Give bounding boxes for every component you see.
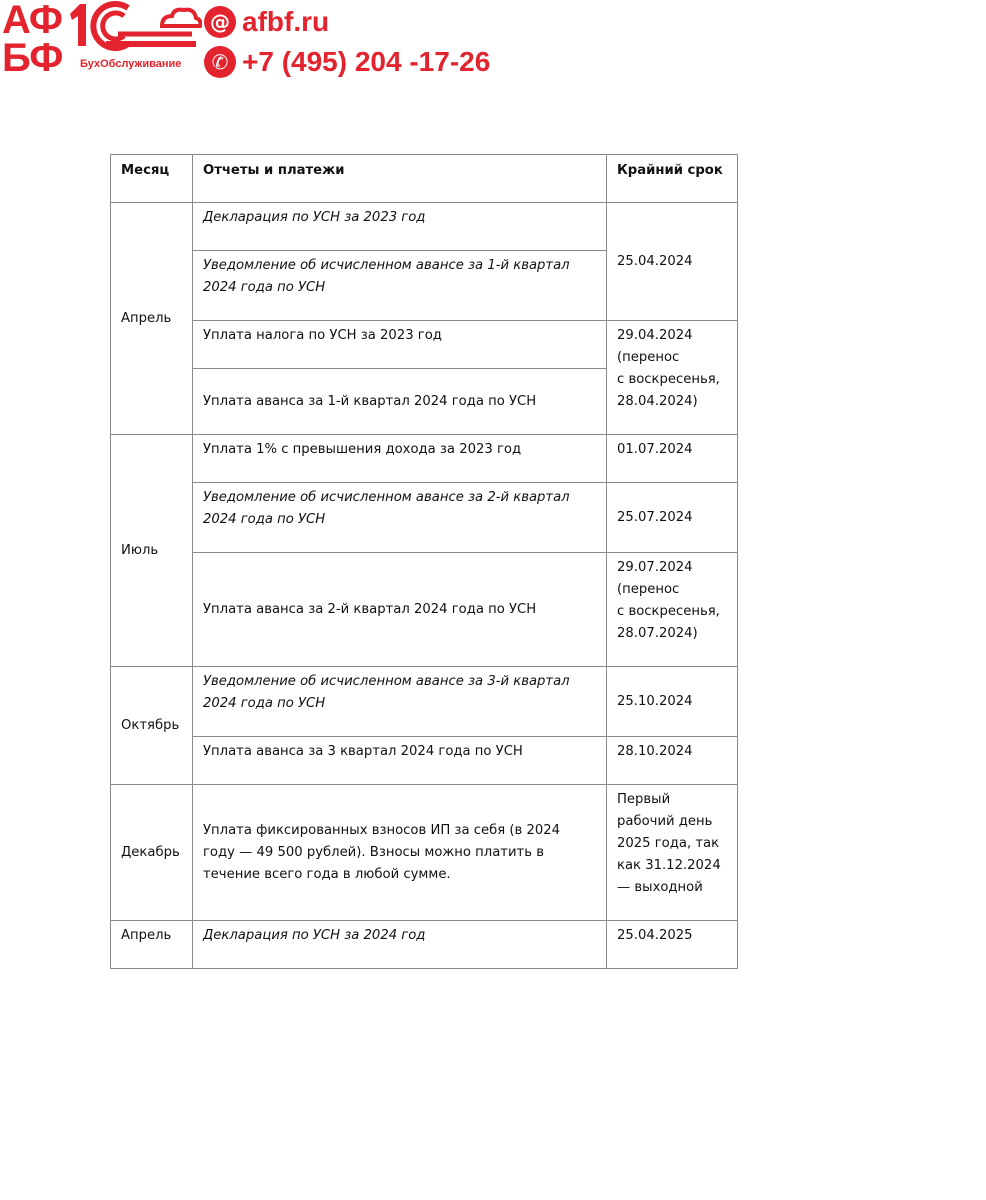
table-row bbox=[111, 737, 738, 785]
item-cell: Уплата аванса за 3 квартал 2024 года по УСН bbox=[193, 737, 607, 785]
deadline-line: Первый bbox=[617, 792, 671, 807]
tax-deadline-table bbox=[110, 154, 738, 969]
deadline-cell: 25.07.2024 bbox=[607, 483, 738, 553]
item-cell: Уплата 1% с превышения дохода за 2023 год bbox=[193, 435, 607, 483]
column-header-month: Месяц bbox=[111, 155, 193, 203]
item-cell: Декларация по УСН за 2023 год bbox=[193, 203, 607, 251]
item-cell: Уплата аванса за 1-й квартал 2024 года по УСН bbox=[193, 369, 607, 435]
deadline-line: 29.07.2024 bbox=[617, 560, 693, 575]
item-cell: Уведомление об исчисленном авансе за 3-й квартал 2024 года по УСН bbox=[193, 667, 607, 737]
month-cell: Апрель bbox=[111, 203, 193, 435]
logo-subtitle: БухОбслуживание bbox=[80, 58, 182, 70]
deadline-cell: 25.10.2024 bbox=[607, 667, 738, 737]
month-cell: Октябрь bbox=[111, 667, 193, 785]
month-cell: Апрель bbox=[111, 921, 193, 969]
deadline-line: 29.04.2024 bbox=[617, 328, 693, 343]
company-logo-mark bbox=[66, 0, 202, 56]
item-cell: Уведомление об исчисленном авансе за 1-й квартал 2024 года по УСН bbox=[193, 251, 607, 321]
item-cell: Уплата аванса за 2-й квартал 2024 года по УСН bbox=[193, 553, 607, 667]
deadline-line: 28.04.2024) bbox=[617, 394, 698, 409]
deadline-cell: 25.04.2024 bbox=[607, 203, 738, 321]
logo-text-bf: БФ bbox=[2, 36, 63, 80]
deadline-cell: 25.04.2025 bbox=[607, 921, 738, 969]
deadline-line: с воскресенья, bbox=[617, 372, 720, 387]
month-cell: Декабрь bbox=[111, 785, 193, 921]
deadline-cell bbox=[607, 553, 738, 667]
deadline-line: (перенос bbox=[617, 582, 680, 597]
deadline-line: с воскресенья, bbox=[617, 604, 720, 619]
deadline-line: как 31.12.2024 bbox=[617, 858, 721, 873]
phone-number[interactable]: +7 (495) 204 -17-26 bbox=[242, 46, 491, 77]
item-cell: Уведомление об исчисленном авансе за 2-й квартал 2024 года по УСН bbox=[193, 483, 607, 553]
month-cell: Июль bbox=[111, 435, 193, 667]
deadline-line: (перенос bbox=[617, 350, 680, 365]
table-row bbox=[111, 667, 738, 737]
column-header-reports: Отчеты и платежи bbox=[193, 155, 607, 203]
at-sign-icon: @ bbox=[204, 6, 236, 38]
item-cell: Декларация по УСН за 2024 год bbox=[193, 921, 607, 969]
table-row bbox=[111, 553, 738, 667]
deadline-cell bbox=[607, 321, 738, 435]
deadline-line: 28.07.2024) bbox=[617, 626, 698, 641]
deadline-cell: 28.10.2024 bbox=[607, 737, 738, 785]
deadline-cell: 01.07.2024 bbox=[607, 435, 738, 483]
logo-text-af: АФ bbox=[2, 0, 63, 42]
column-header-deadline: Крайний срок bbox=[607, 155, 738, 203]
table-row bbox=[111, 785, 738, 921]
header bbox=[0, 0, 986, 90]
table-row bbox=[111, 435, 738, 483]
table-row bbox=[111, 321, 738, 369]
website-link[interactable]: afbf.ru bbox=[242, 6, 330, 37]
item-cell: Уплата фиксированных взносов ИП за себя (в 2024 году — 49 500 рублей). Взносы можно платить в течение всего года в любой сумме. bbox=[193, 785, 607, 921]
deadline-cell bbox=[607, 785, 738, 921]
phone-icon: ✆ bbox=[204, 46, 236, 78]
item-cell: Уплата налога по УСН за 2023 год bbox=[193, 321, 607, 369]
deadline-line: — выходной bbox=[617, 880, 703, 895]
table-row bbox=[111, 203, 738, 251]
table-header-row bbox=[111, 155, 738, 203]
deadline-line: рабочий день bbox=[617, 814, 713, 829]
table-row bbox=[111, 483, 738, 553]
table-row bbox=[111, 921, 738, 969]
deadline-line: 2025 года, так bbox=[617, 836, 720, 851]
